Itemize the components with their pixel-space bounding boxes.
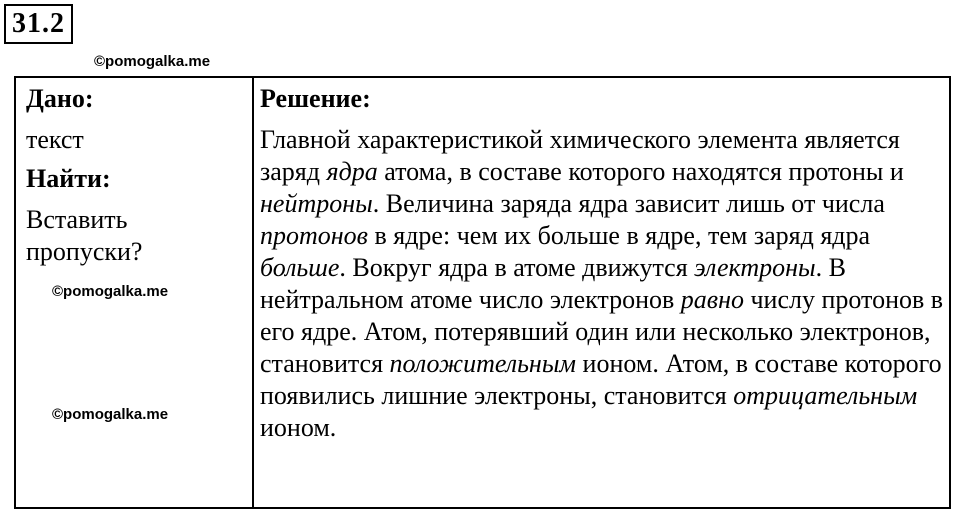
watermark-middle: ©pomogalka.me bbox=[52, 283, 169, 300]
given-heading: Дано: bbox=[26, 84, 94, 113]
watermark-top: ©pomogalka.me bbox=[94, 53, 211, 70]
filled-blank: протонов bbox=[260, 221, 368, 250]
solution-segment: . Вокруг ядра в атоме движутся bbox=[339, 253, 695, 282]
solution-segment: в ядре: чем их больше в ядре, тем заряд ядра bbox=[367, 221, 871, 250]
watermark-bottom: ©pomogalka.me bbox=[52, 406, 169, 423]
filled-blank: ядра bbox=[326, 157, 378, 186]
solution-segment: ионом. bbox=[260, 413, 337, 442]
solution-segment: Главной характеристикой химического элемента является заряд bbox=[260, 125, 900, 186]
find-text-line-2: пропуски? bbox=[26, 237, 143, 266]
solution-segment: ионом. Атом, в составе которого появились лишние электроны, становится bbox=[260, 349, 942, 410]
given-column bbox=[26, 82, 246, 268]
find-text bbox=[26, 204, 246, 268]
solution-segment: . Величина заряда ядра зависит лишь от числа bbox=[372, 189, 885, 218]
filled-blank: положительным bbox=[389, 349, 577, 378]
filled-blank: нейтроны bbox=[260, 189, 373, 218]
column-divider bbox=[252, 78, 254, 507]
solution-segment: числу протонов в его ядре. Атом, потерявший один или несколько электронов, становится bbox=[260, 285, 944, 378]
solution-heading: Решение: bbox=[260, 84, 371, 113]
solution-column bbox=[260, 82, 950, 444]
given-text: текст bbox=[26, 125, 84, 154]
filled-blank: электроны bbox=[694, 253, 816, 282]
find-text-line-1: Вставить bbox=[26, 205, 128, 234]
solution-text bbox=[260, 124, 950, 444]
filled-blank: отрицательным bbox=[733, 381, 918, 410]
filled-blank: равно bbox=[680, 285, 744, 314]
task-number: 31.2 bbox=[4, 4, 73, 44]
find-heading: Найти: bbox=[26, 164, 111, 193]
filled-blank: больше bbox=[260, 253, 340, 282]
solution-segment: . В нейтральном атоме число электронов bbox=[260, 253, 846, 314]
solution-segment: атома, в составе которого находятся протоны и bbox=[377, 157, 904, 186]
